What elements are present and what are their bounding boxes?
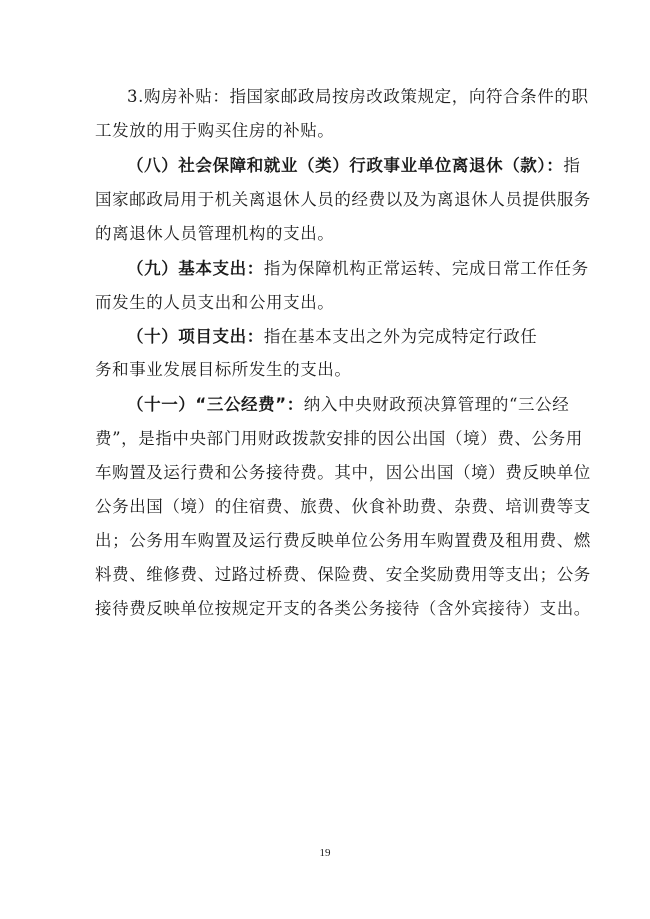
paragraph-text: 工发放的用于购买住房的补贴。	[95, 121, 335, 140]
paragraph-3-line-2	[95, 292, 575, 314]
paragraph-text: 指在基本支出之外为完成特定行政任	[263, 327, 538, 346]
page-number: 19	[319, 847, 331, 859]
paragraph-text: 公务出国（境）的住宿费、旅费、伙食补助费、杂费、培训费等支	[95, 497, 591, 516]
paragraph-text: 费”，是指中央部门用财政拨款安排的因公出国（境）费、公务用	[95, 429, 583, 448]
paragraph-text: 料费、维修费、过路过桥费、保险费、安全奖励费用等支出；公务	[95, 565, 591, 584]
paragraph-4-line-1	[127, 326, 575, 348]
paragraph-1-line-2	[95, 120, 575, 142]
paragraph-text: 3.购房补贴：指国家邮政局按房改政策规定，向符合条件的职	[127, 87, 589, 106]
paragraph-heading: （九）基本支出：	[127, 259, 264, 278]
paragraph-text: 指	[563, 156, 581, 175]
paragraph-2-line-2	[95, 189, 591, 211]
paragraph-2-line-1	[127, 155, 581, 177]
paragraph-text: 国家邮政局用于机关离退休人员的经费以及为离退休人员提供服务	[95, 190, 591, 209]
paragraph-4-line-2	[95, 359, 575, 381]
paragraph-5-line-1	[127, 394, 575, 416]
paragraph-text: 出；公务用车购置及运行费反映单位公务用车购置费及租用费、燃	[95, 531, 591, 550]
paragraph-5-line-4	[95, 496, 591, 518]
paragraph-heading: （八）社会保障和就业（类）行政事业单位离退休（款）：	[127, 156, 564, 175]
paragraph-text: 指为保障机构正常运转、完成日常工作任务	[263, 259, 589, 278]
paragraph-heading: （十）项目支出：	[127, 327, 264, 346]
paragraph-1-line-1	[127, 86, 589, 108]
paragraph-text: 接待费反映单位按规定开支的各类公务接待（含外宾接待）支出。	[95, 599, 591, 618]
paragraph-text: 务和事业发展目标所发生的支出。	[95, 360, 352, 379]
paragraph-5-line-3	[95, 462, 591, 484]
paragraph-text: 的离退休人员管理机构的支出。	[95, 224, 335, 243]
paragraph-text: 车购置及运行费和公务接待费。其中，因公出国（境）费反映单位	[95, 463, 591, 482]
paragraph-5-line-7	[95, 598, 591, 620]
paragraph-heading: （十一）“三公经费”：	[127, 395, 304, 414]
paragraph-text: 而发生的人员支出和公用支出。	[95, 293, 335, 312]
paragraph-text: 纳入中央财政预决算管理的“三公经	[303, 395, 570, 414]
paragraph-2-line-3	[95, 223, 575, 245]
paragraph-5-line-2	[95, 428, 583, 450]
paragraph-5-line-5	[95, 530, 591, 552]
paragraph-3-line-1	[127, 258, 589, 280]
paragraph-5-line-6	[95, 564, 591, 586]
